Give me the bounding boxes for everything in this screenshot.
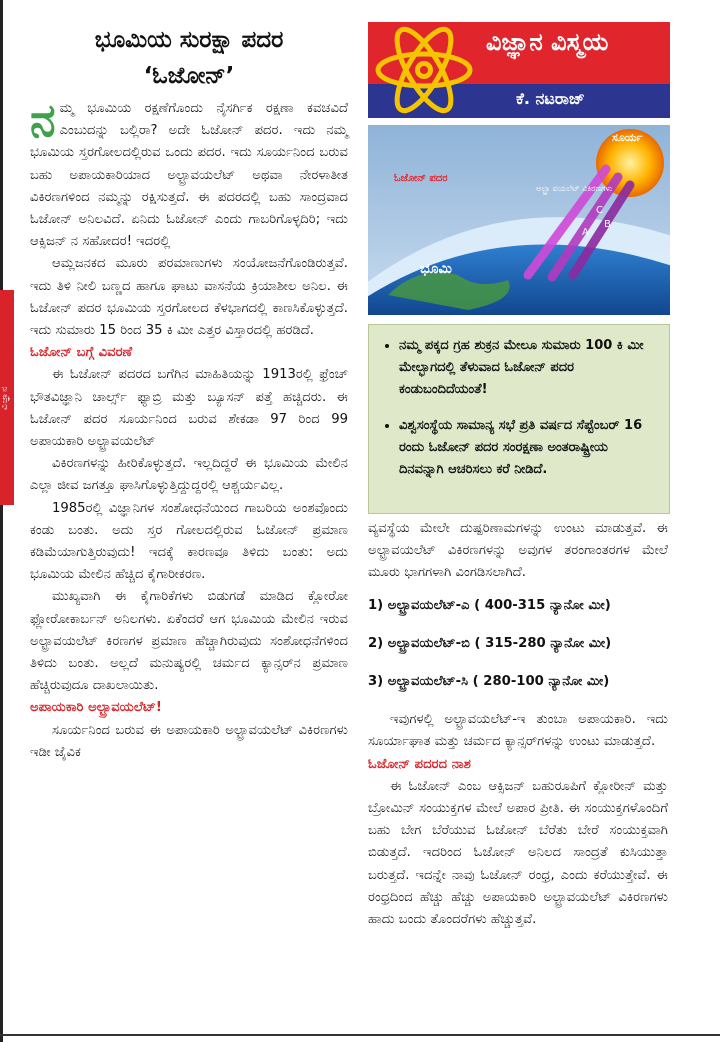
ozone-layer-label: ಓಜೋನ್ ಪದರ — [394, 173, 448, 184]
uv-rays-label: ಅಲ್ಟ್ರಾ ವಯಲೆಟ್ ವಿಕಿರಣಗಳು — [536, 184, 613, 193]
paragraph-6: ಮುಖ್ಯವಾಗಿ ಈ ಕೈಗಾರಿಕೆಗಳು ಬಿಡುಗಡೆ ಮಾಡಿದ ಕ್ಲೋರೋ ಫ್ಲೋರೋಕಾರ್ಬನ್ ಅನಿಲಗಳು. ಏಕೆಂದರೆ ಆಗ ಭೂಮಿಯ ಮೇಲಿನ ಇರುವ ಅಲ್ಟ್ರಾವಯಲೆಟ್ ಕಿರಣಗಳ ಪ್ರಮಾಣ ಹೆಚ್ಚಾಗಿರುವುದು ಸಂಶೋಧನೆಗಳಿಂದ ತಿಳಿದು ಬಂತು. ಅಲ್ಲದೆ ಮನುಷ್ಯರಲ್ಲಿ ಚರ್ಮದ ಕ್ಯಾನ್ಸರ್‌ನ ಪ್ರಮಾಣ ಹೆಚ್ಚಿರುವುದೂ ದಾಖಲಾಯಿತು. — [30, 589, 348, 694]
sun-label: ಸೂರ್ಯ — [612, 131, 643, 144]
title-line-2: ‘ಓಜೋನ್’ — [143, 63, 235, 89]
paragraph-7: ಸೂರ್ಯನಿಂದ ಬರುವ ಈ ಅಪಾಯಕಾರಿ ಅಲ್ಟ್ರಾವಯಲೆಟ್ ವಿಕಿರಣಗಳು ಇಡೀ ಜೈವಿಕ — [30, 722, 348, 760]
article-title — [30, 22, 348, 94]
uv-types-list — [368, 595, 668, 694]
uv-type-item: 2) ಅಲ್ಟ್ರಾವಯಲೆಟ್-ಬಿ ( 315-280 ನ್ಯಾನೋ ಮೀ) — [368, 635, 612, 651]
right-paragraph-2: ಇವುಗಳಲ್ಲಿ ಅಲ್ಟ್ರಾವಯಲೆಟ್-ಇ ತುಂಬಾ ಅಪಾಯಕಾರಿ. ಇದು ಸೂರ್ಯಾಘಾತ ಮತ್ತು ಚರ್ಮದ ಕ್ಯಾನ್ಸರ್‌ಗಳನ್ನು ಉಂಟು ಮಾಡುತ್ತದೆ. — [368, 712, 668, 750]
side-tab-label: ವಿಜ್ಞಾನ — [0, 385, 10, 410]
uv-type-item: 1) ಅಲ್ಟ್ರಾವಯಲೆಟ್-ಎ ( 400-315 ನ್ಯಾನೋ ಮೀ) — [368, 597, 611, 613]
subheading-ozone-destruction: ಓಜೋನ್ ಪದರದ ನಾಶ — [368, 756, 471, 772]
ray-label-c: C — [596, 205, 603, 216]
column-author: ಕೆ. ನಟರಾಜ್ — [516, 89, 585, 108]
column-title: ವಿಜ್ಞಾನ ವಿಸ್ಮಯ — [486, 28, 609, 56]
subheading-ozone-info: ಓಜೋನ್ ಬಗ್ಗೆ ವಿವರಣೆ — [30, 345, 133, 361]
fact-item: • ನಮ್ಮ ಪಕ್ಕದ ಗ್ರಹ ಶುಕ್ರನ ಮೇಲೂ ಸುಮಾರು 100 ಕಿ ಮೀ ಮೇಲ್ಭಾಗದಲ್ಲಿ ತೆಳುವಾದ ಓಜೋನ್ ಪದರ ಕಂಡುಬಂದಿದೆಯಂತೆ! — [399, 335, 655, 401]
right-paragraph-1: ವ್ಯವಸ್ಥೆಯ ಮೇಲೇ ದುಷ್ಪರಿಣಾಮಗಳನ್ನು ಉಂಟು ಮಾಡುತ್ತವೆ. ಈ ಅಲ್ಟ್ರಾವಯಲೆಟ್ ವಿಕಿರಣಗಳನ್ನು ಅವುಗಳ ತರಂಗಾಂತರಗಳ ಮೇಲೆ ಮೂರು ಭಾಗಗಳಾಗಿ ವಿಂಗಡಿಸಲಾಗಿದೆ. — [368, 521, 668, 581]
article-left-column — [30, 93, 348, 764]
section-side-tab — [0, 290, 14, 505]
page-bottom-rule — [0, 1034, 720, 1036]
uv-type-item: 3) ಅಲ್ಟ್ರಾವಯಲೆಟ್-ಸಿ ( 280-100 ನ್ಯಾನೋ ಮೀ) — [368, 674, 610, 690]
fact-item: • ವಿಶ್ವಸಂಸ್ಥೆಯ ಸಾಮಾನ್ಯ ಸಭೆ ಪ್ರತಿ ವರ್ಷದ ಸೆಪ್ಟೆಂಬರ್ 16 ರಂದು ಓಜೋನ್ ಪದರ ಸಂರಕ್ಷಣಾ ಅಂತರಾಷ್ಟ್ರೀಯ ದಿನವನ್ನಾಗಿ ಆಚರಿಸಲು ಕರೆ ನೀಡಿದೆ. — [399, 415, 655, 481]
drop-cap: ನ — [30, 93, 56, 147]
facts-box — [368, 324, 670, 514]
article-right-column — [368, 518, 668, 931]
paragraph-3: ಈ ಓಜೋನ್ ಪದರದ ಬಗೆಗಿನ ಮಾಹಿತಿಯನ್ನು 1913ರಲ್ಲಿ ಫ್ರೆಂಚ್ ಭೌತವಿಜ್ಞಾನಿ ಚಾರ್ಲ್ಸ್ ಫ್ಯಾಬ್ರಿ ಮತ್ತು ಬ್ಯೂಸನ್ ಪತ್ತೆ ಹಚ್ಚಿದರು. ಈ ಓಜೋನ್ ಪದರ ಸೂರ್ಯನಿಂದ ಬರುವ ಶೇಕಡಾ 97 ರಿಂದ 99 ಅಪಾಯಕಾರಿ ಅಲ್ಟ್ರಾವಯಲೆಟ್ — [30, 367, 348, 450]
paragraph-1-text: ಮ್ಮ ಭೂಮಿಯ ರಕ್ಷಣೆಗೊಂದು ನೈಸರ್ಗಿಕ ರಕ್ಷಣಾ ಕವಚವಿದೆ ಎಂಬುದನ್ನು ಬಲ್ಲಿರಾ? ಅದೇ ಓಜೋನ್ ಪದರ. ಇದು ನಮ್ಮ ಭೂಮಿಯ ಸ್ತರಗೋಲದಲ್ಲಿರುವ ಒಂದು ಪದರ. ಇದು ಸೂರ್ಯನಿಂದ ಬರುವ ಬಹು ಅಪಾಯಕಾರಿಯಾದ ಅಲ್ಟ್ರಾವಯಲೆಟ್ ಅಥವಾ ನೇರಳಾತೀತ ವಿಕಿರಣಗಳಿಂದ ನಮ್ಮನ್ನು ರಕ್ಷಿಸುತ್ತದೆ. ಈ ಪದರದಲ್ಲಿ ಬಹು ಸಾಂದ್ರವಾದ ಓಜೋನ್ ಅನಿಲವಿದೆ. ಏನಿದು ಓಜೋನ್ ಎಂದು ಗಾಬರಿಗೊಳ್ಳದಿರಿ; ಇದು ಆಕ್ಸಿಜನ್ ನ ಸಹೋದರ! ಇದರಲ್ಲಿ — [30, 101, 348, 250]
ray-label-b: B — [604, 219, 611, 230]
paragraph-1 — [30, 93, 348, 253]
ozone-illustration — [368, 125, 670, 315]
earth-label: ಭೂಮಿ — [420, 261, 452, 277]
page-left-rule — [0, 0, 3, 1042]
column-header-box — [368, 22, 670, 118]
subheading-dangerous-uv: ಅಪಾಯಕಾರಿ ಅಲ್ಟ್ರಾವಯಲೆಟ್! — [30, 700, 162, 716]
atom-icon — [372, 22, 476, 118]
paragraph-4: ವಿಕಿರಣಗಳನ್ನು ಹೀರಿಕೊಳ್ಳುತ್ತದೆ. ಇಲ್ಲದಿದ್ದರೆ ಈ ಭೂಮಿಯ ಮೇಲಿನ ಎಲ್ಲಾ ಜೀವ ಜಗತ್ತೂ ಘಾಸಿಗೊಳ್ಳುತ್ತಿದ್ದುದ್ದರಲ್ಲಿ ಆಶ್ಚರ್ಯವಿಲ್ಲ. — [30, 456, 348, 494]
title-line-1: ಭೂಮಿಯ ಸುರಕ್ಷಾ ಪದರ — [94, 27, 284, 53]
paragraph-2: ಆಮ್ಲಜನಕದ ಮೂರು ಪರಮಾಣುಗಳು ಸಂಯೋಜನೆಗೊಂಡಿರುತ್ತವೆ. ಇದು ತಿಳಿ ನೀಲಿ ಬಣ್ಣದ ಹಾಗೂ ಘಾಟು ವಾಸನೆಯ ಕ್ರಿಯಾಶೀಲ ಅನಿಲ. ಈ ಓಜೋನ್ ಪದರ ಭೂಮಿಯ ಸ್ತರಗೋಲದ ಕೆಳಭಾಗದಲ್ಲಿ ಕಾಣಸಿಕೊಳ್ಳುತ್ತದೆ. ಇದು ಸುಮಾರು 15 ರಿಂದ 35 ಕಿ ಮೀ ಎತ್ತರ ವಿಸ್ತಾರದಲ್ಲಿ ಹರಡಿದೆ. — [30, 256, 348, 339]
right-paragraph-3: ಈ ಓಜೋನ್ ಎಂಬ ಆಕ್ಸಿಜನ್ ಬಹುರೂಪಿಗೆ ಕ್ಲೋರೀನ್ ಮತ್ತು ಬ್ರೋಮಿನ್ ಸಂಯುಕ್ತಗಳ ಮೇಲೆ ಅಪಾರ ಪ್ರೀತಿ. ಈ ಸಂಯುಕ್ತಗಳೊಂದಿಗೆ ಬಹು ಬೇಗ ಬೆರೆಯುವ ಓಜೋನ್ ಬೆರೆತು ಬೇರೆ ಸಂಯುಕ್ತವಾಗಿ ಬಿಡುತ್ತದೆ. ಇದರಿಂದ ಓಜೋನ್ ಅನಿಲದ ಸಾಂದ್ರತೆ ಕುಸಿಯುತ್ತಾ ಬರುತ್ತದೆ. ಇದನ್ನೇ ನಾವು ಓಜೋನ್ ರಂಧ್ರ, ಎಂದು ಕರೆಯುತ್ತೇವೆ. ಈ ರಂಧ್ರದಿಂದ ಹೆಚ್ಚು ಹೆಚ್ಚು ಅಪಾಯಕಾರಿ ಅಲ್ಟ್ರಾವಯಲೆಟ್ ವಿಕಿರಣಗಳು ಹಾದು ಬಂದು ತೊಂದರೆಗಳು ಹೆಚ್ಚುತ್ತವೆ. — [368, 778, 668, 928]
paragraph-5: 1985ರಲ್ಲಿ ವಿಜ್ಞಾನಿಗಳ ಸಂಶೋಧನೆಯಿಂದ ಗಾಬರಿಯ ಅಂಶವೊಂದು ಕಂಡು ಬಂತು. ಅದು ಸ್ತರ ಗೋಲದಲ್ಲಿರುವ ಓಜೋನ್ ಪ್ರಮಾಣ ಕಡಿಮೆಯಾಗುತ್ತಿರುವುದು! ಇದಕ್ಕೆ ಕಾರಣವೂ ತಿಳಿದು ಬಂತು: ಅದು ಭೂಮಿಯ ಮೇಲಿನ ಹೆಚ್ಚಿದ ಕೈಗಾರೀಕರಣ. — [30, 500, 348, 583]
ray-label-a: A — [582, 227, 589, 238]
